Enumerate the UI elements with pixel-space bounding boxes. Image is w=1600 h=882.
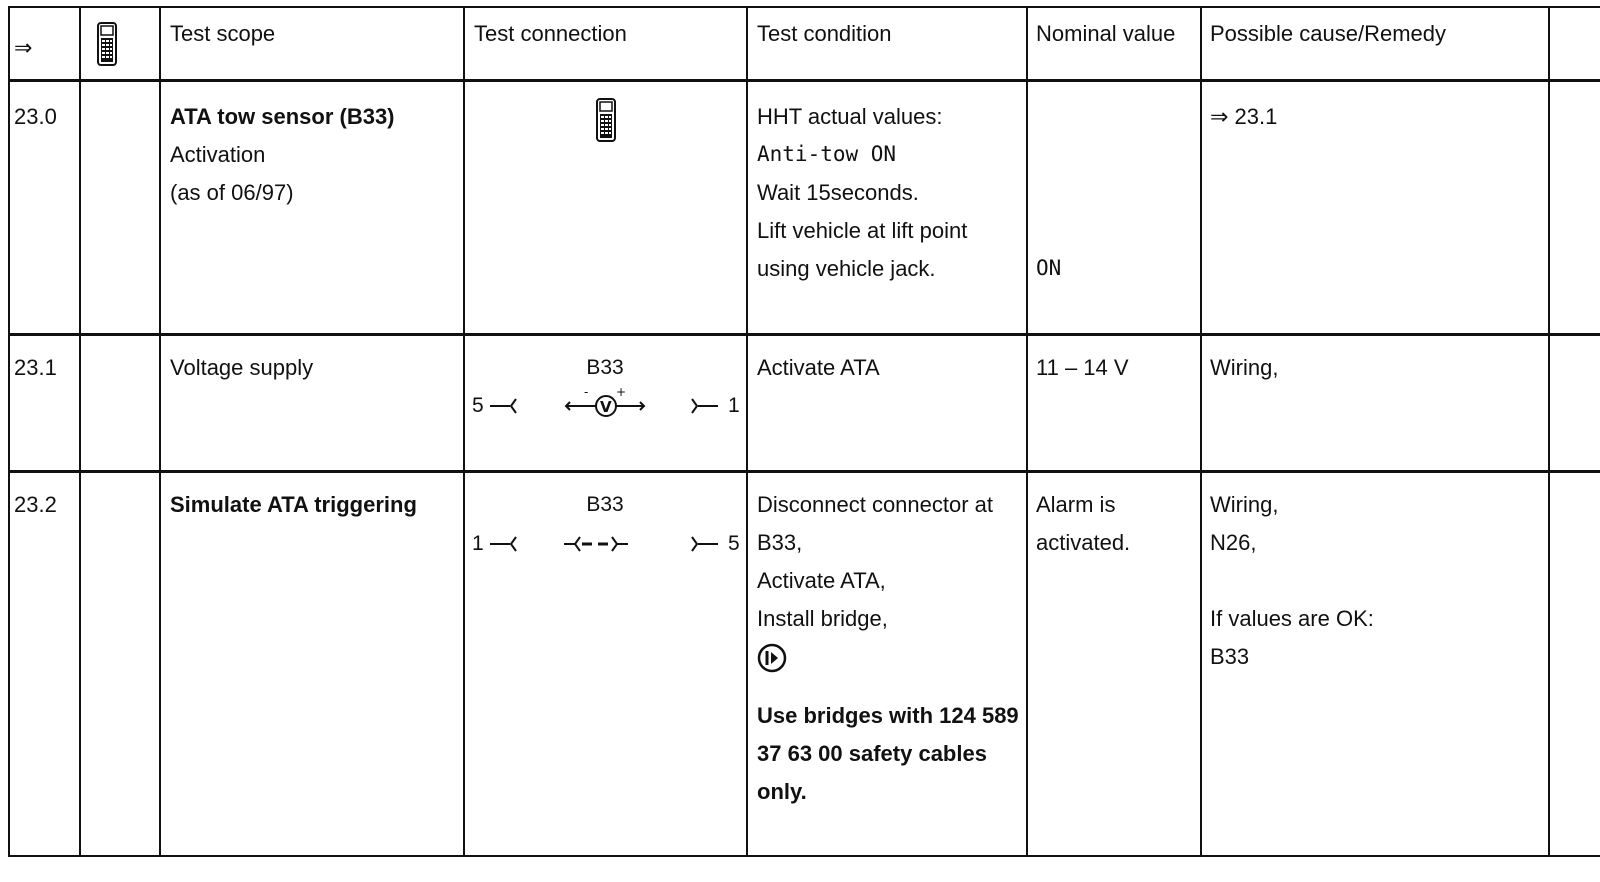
- column-divider: [159, 6, 161, 856]
- note-icon: [756, 642, 788, 679]
- header-nominal-value: Nominal value: [1036, 21, 1176, 46]
- column-divider: [746, 6, 748, 856]
- connection-label: B33: [586, 493, 624, 516]
- column-divider: [8, 6, 10, 856]
- hht-handheld-icon: [595, 98, 617, 147]
- column-divider: [463, 6, 465, 856]
- pin-right: 5: [728, 532, 740, 555]
- pin-left: 1: [472, 532, 484, 555]
- row-divider: [8, 333, 1600, 336]
- remedy-link[interactable]: ⇒ 23.1: [1210, 104, 1278, 129]
- condition-line: B33,: [757, 530, 803, 555]
- header-arrow: ⇒: [14, 35, 33, 60]
- remedy-ok-value: B33: [1210, 644, 1250, 669]
- svg-text:-: -: [584, 385, 589, 399]
- step-number: 23.1: [14, 355, 57, 380]
- column-divider: [1200, 6, 1202, 856]
- scope-line: Activation: [170, 142, 266, 167]
- column-divider: [1026, 6, 1028, 856]
- column-divider: [1548, 6, 1550, 856]
- condition-warning-line: 37 63 00 safety cables: [757, 741, 987, 766]
- remedy-ok-label: If values are OK:: [1210, 606, 1374, 631]
- scope-title: ATA tow sensor (B33): [170, 104, 395, 129]
- nominal-line: Alarm is: [1036, 492, 1116, 517]
- table-bottom-border: [8, 855, 1600, 857]
- condition-text: Activate ATA: [757, 355, 880, 380]
- condition-line: Activate ATA,: [757, 568, 886, 593]
- condition-line: Wait 15seconds.: [757, 180, 919, 205]
- condition-line: using vehicle jack.: [757, 256, 936, 281]
- header-test-connection: Test connection: [474, 21, 627, 46]
- voltmeter-connection-icon: [486, 382, 746, 427]
- step-number: 23.2: [14, 492, 57, 517]
- nominal-value: ON: [1036, 256, 1062, 280]
- pin-left: 5: [472, 394, 484, 417]
- svg-text:V: V: [600, 398, 612, 416]
- condition-line: Disconnect connector at: [757, 492, 994, 517]
- header-bottom-border: [8, 79, 1600, 82]
- header-test-condition: Test condition: [757, 21, 892, 46]
- svg-text:+: +: [616, 385, 627, 399]
- pin-right: 1: [728, 394, 740, 417]
- condition-warning-line: Use bridges with 124 589: [757, 703, 1019, 728]
- condition-line: HHT actual values:: [757, 104, 943, 129]
- condition-warning-line: only.: [757, 779, 807, 804]
- nominal-value: 11 – 14 V: [1036, 355, 1129, 380]
- scope-line: (as of 06/97): [170, 180, 294, 205]
- connection-label: B33: [586, 356, 624, 379]
- condition-line: Lift vehicle at lift point: [757, 218, 968, 243]
- step-number: 23.0: [14, 104, 57, 129]
- bridge-connection-icon: [486, 520, 746, 565]
- nominal-line: activated.: [1036, 530, 1131, 555]
- header-test-scope: Test scope: [170, 21, 276, 46]
- header-possible-cause: Possible cause/Remedy: [1210, 21, 1447, 46]
- column-divider: [79, 6, 81, 856]
- condition-line-lcd: Anti-tow ON: [757, 142, 897, 166]
- scope-text: Voltage supply: [170, 355, 314, 380]
- condition-line: Install bridge,: [757, 606, 888, 631]
- hht-handheld-icon: [96, 22, 118, 71]
- remedy-line: Wiring,: [1210, 492, 1279, 517]
- row-divider: [8, 470, 1600, 473]
- remedy-text: Wiring,: [1210, 355, 1279, 380]
- table-top-border: [8, 6, 1600, 8]
- remedy-line: N26,: [1210, 530, 1257, 555]
- scope-title: Simulate ATA triggering: [170, 492, 417, 517]
